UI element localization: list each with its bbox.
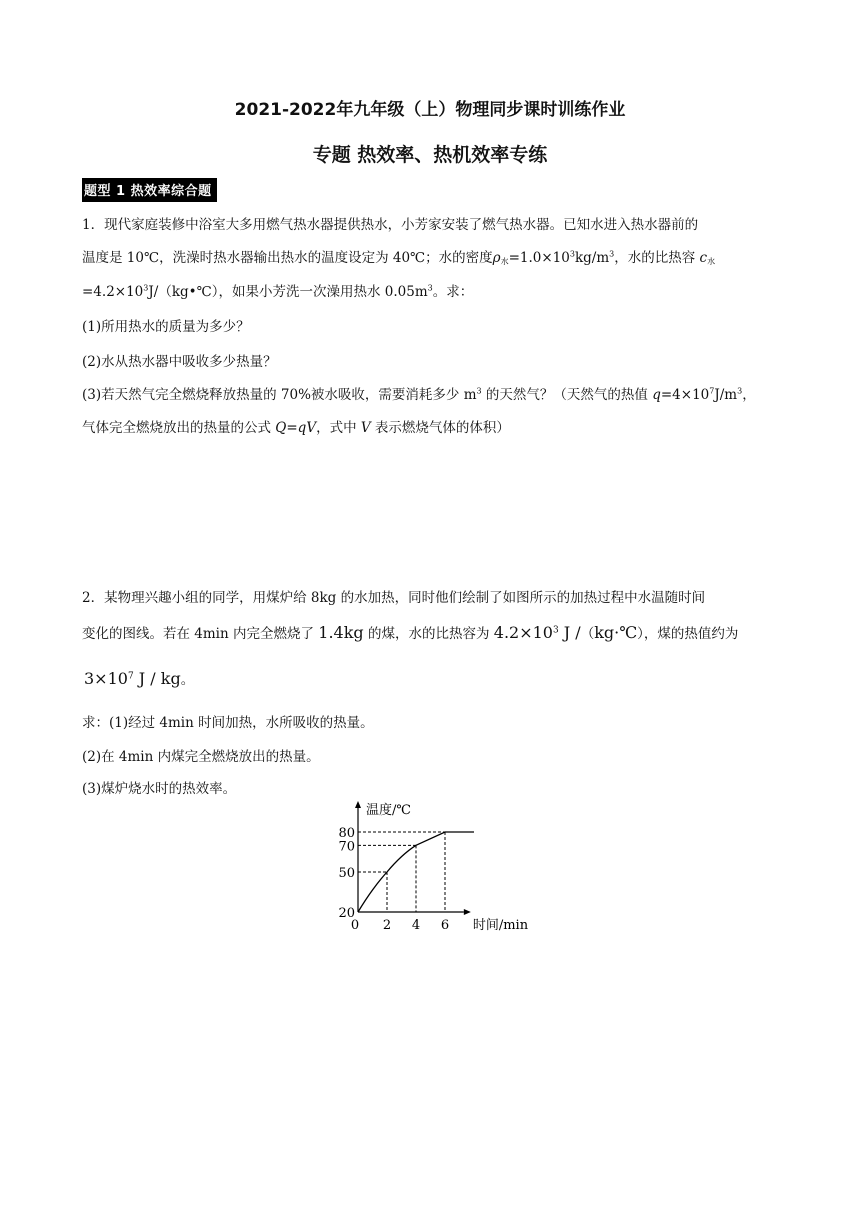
x-tick-label-6: 6 bbox=[440, 918, 450, 933]
y-axis-label: 温度/℃ bbox=[366, 803, 411, 818]
q2-line-3: $3\times 10^7$ J / kg。 bbox=[84, 669, 195, 688]
x-axis-arrow bbox=[464, 909, 471, 915]
q1-part-3-cont: 气体完全燃烧放出的热量的公式 Q=qV，式中 V 表示燃烧气体的体积） bbox=[82, 420, 510, 436]
y-tick-label-80: 80 bbox=[338, 826, 355, 841]
x-tick-label-4: 4 bbox=[411, 918, 421, 933]
q2-part-3: (3)煤炉烧水时的热效率。 bbox=[82, 781, 237, 797]
q2-part-2: (2)在 4min 内煤完全燃烧放出的热量。 bbox=[82, 749, 320, 765]
y-tick-label-50: 50 bbox=[338, 866, 355, 881]
x-tick-label-0: 0 bbox=[350, 918, 360, 933]
y-tick-label-20: 20 bbox=[338, 906, 355, 921]
q1-line-1: 1．现代家庭装修中浴室大多用燃气热水器提供热水，小芳家安装了燃气热水器。已知水进入热水器前的 bbox=[82, 217, 699, 233]
temperature-time-chart bbox=[320, 800, 540, 940]
y-tick-label-70: 70 bbox=[338, 839, 355, 855]
q2-part-1: 求：(1)经过 4min 时间加热，水所吸收的热量。 bbox=[82, 715, 374, 731]
q2-line-1: 2．某物理兴趣小组的同学，用煤炉给 8kg 的水加热，同时他们绘制了如图所示的加热过程中水温随时间 bbox=[82, 590, 706, 606]
q1-part-2: (2)水从热水器中吸收多少热量？ bbox=[82, 354, 277, 370]
section-label: 题型 1 热效率综合题 bbox=[82, 178, 217, 202]
q1-part-1: (1)所用热水的质量为多少？ bbox=[82, 319, 250, 335]
q2-line-2: 变化的图线。若在 4min 内完全燃烧了 1.4kg 的煤，水的比热容为 $4.2\times 10^3$ J /（kg·℃），煤的热值约为 bbox=[82, 623, 739, 642]
x-axis-label: 时间/min bbox=[472, 918, 529, 933]
q1-line-2: 温度是 10℃，洗澡时热水器输出热水的温度设定为 40℃；水的密度$\rho_水=1.0\times 10^3kg/m^3$，水的比热容 $c_水$ bbox=[82, 249, 716, 266]
q1-line-3: $=4.2\times 10^3J/(kg•℃)$，如果小芳洗一次澡用热水 $0.05m^3$。求： bbox=[82, 283, 474, 300]
y-axis-arrow bbox=[355, 801, 361, 808]
x-tick-label-2: 2 bbox=[382, 918, 392, 933]
document-title: 2021-2022年九年级（上）物理同步课时训练作业 bbox=[234, 100, 626, 120]
document-subtitle: 专题 热效率、热机效率专练 bbox=[312, 144, 548, 166]
q1-part-3: (3)若天然气完全燃烧释放热量的 70%被水吸收，需要消耗多少 $m^3$ 的天然气？（天然气的热值 $q=4\times 10^7J/m^3$， bbox=[82, 386, 756, 403]
